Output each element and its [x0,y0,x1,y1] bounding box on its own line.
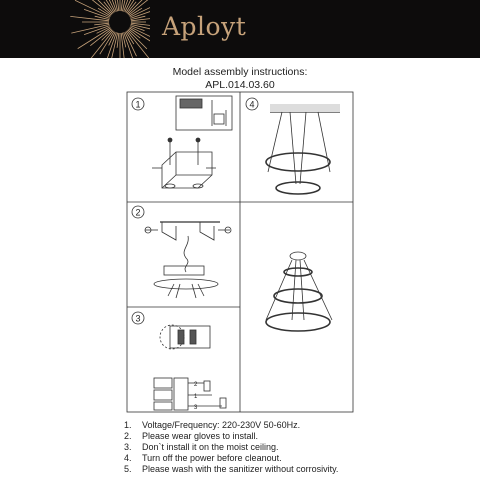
svg-text:4: 4 [249,99,255,110]
step-4-chandelier-drawing [266,104,340,194]
list-item: 4. Turn off the power before cleanout. [124,453,282,463]
terminal-label: 1 [194,394,198,400]
step-2-wiring-drawing [145,222,231,298]
step-1-marker [132,98,144,110]
step-3-terminal-drawing [154,325,226,411]
step-3-marker [132,312,144,324]
list-item: 2. Please wear gloves to install. [124,431,259,441]
list-item: 1. Voltage/Frequency: 220-230V 50-60Hz. [124,420,301,430]
svg-text:2: 2 [135,207,141,218]
model-number: APL.014.03.60 [205,79,275,91]
terminal-label: 2 [194,382,198,388]
svg-text:3: 3 [135,313,141,324]
list-item: 3. Don`t install it on the moist ceiling. [124,442,279,452]
brand-name: Aployt [162,12,247,41]
notes-list [124,420,338,475]
assembled-chandelier-drawing [266,252,332,331]
svg-text:1: 1 [135,99,141,110]
step-1-bracket-drawing [152,96,232,188]
step-2-marker [132,206,144,218]
page-title: Model assembly instructions: [172,66,308,78]
step-4-marker [246,98,258,110]
terminal-label: 3 [194,405,198,411]
list-item: 5. Please wash with the sanitizer without corrosivity. [124,464,339,474]
